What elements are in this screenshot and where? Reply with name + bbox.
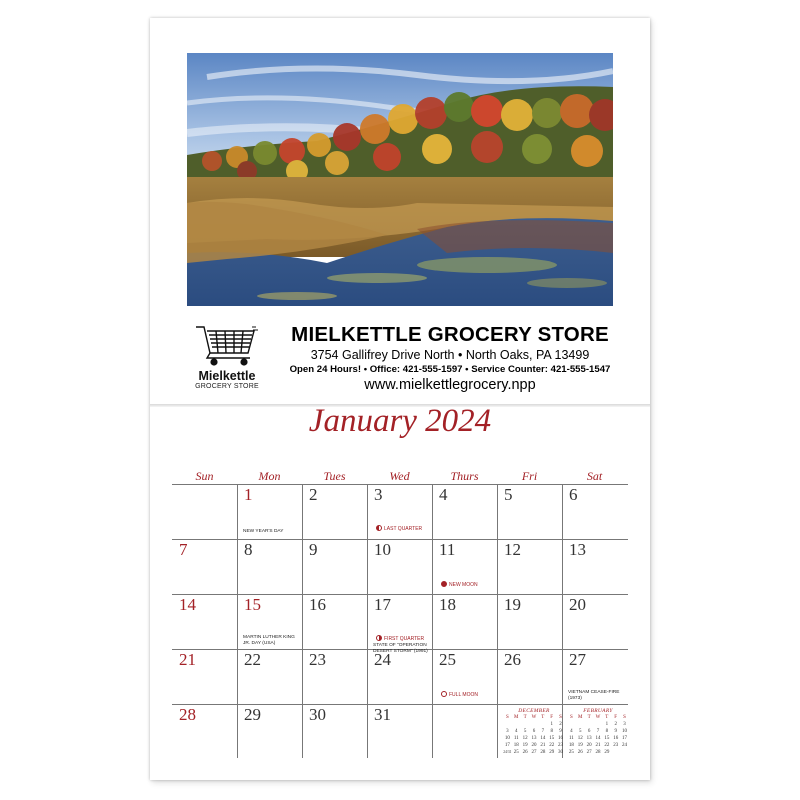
day-name-thurs: Thurs — [450, 469, 479, 483]
mini-calendar-day: 10 — [504, 736, 510, 741]
mini-calendar-day — [538, 721, 547, 728]
day-name-sat: Sat — [586, 469, 603, 483]
day-number: 4 — [439, 485, 448, 504]
mini-calendar-day: 28 — [540, 750, 546, 755]
store-address: 3754 Gallifrey Drive North • North Oaks, PA 13499 — [310, 348, 590, 362]
day-cell[interactable] — [367, 484, 432, 539]
day-number: 21 — [179, 650, 196, 669]
day-number: 13 — [569, 540, 586, 559]
shopping-cart-icon — [194, 321, 260, 367]
mini-calendar-day: 29 — [549, 750, 555, 755]
day-number: 8 — [244, 540, 253, 559]
day-cell[interactable] — [367, 704, 432, 759]
day-number: 1 — [244, 485, 253, 504]
mini-calendar-day: S — [506, 715, 509, 720]
mini-calendar-day: S — [559, 715, 562, 720]
day-name-mon: Mon — [258, 469, 281, 483]
day-cell[interactable] — [497, 539, 562, 594]
mini-calendar-day: M — [514, 715, 519, 720]
mini-calendar-week — [567, 728, 629, 735]
mini-calendar-day: 15 — [549, 736, 555, 741]
calendar-header-panel — [150, 18, 650, 404]
moon-phase — [441, 581, 478, 589]
moon-phase — [441, 691, 478, 699]
day-number: 30 — [309, 705, 326, 724]
day-number: 16 — [309, 595, 326, 614]
day-number: 3 — [374, 485, 383, 504]
moon-phase-label: LAST QUARTER — [384, 526, 423, 532]
day-number: 26 — [504, 650, 521, 669]
mini-calendar-day: 24/31 — [503, 750, 512, 754]
mini-calendar-day — [611, 749, 620, 756]
mini-february-calendar — [567, 708, 629, 756]
holiday-note: NEW YEAR'S DAY — [243, 529, 284, 534]
mini-calendar-day: 5 — [579, 729, 582, 734]
mini-calendar-head — [567, 714, 629, 721]
day-name-sun: Sun — [195, 469, 214, 483]
day-cell[interactable] — [562, 484, 627, 539]
day-number: 10 — [374, 540, 391, 559]
mini-calendar-day: 15 — [604, 736, 610, 741]
day-number: 14 — [179, 595, 196, 614]
mini-calendar-day: M — [578, 715, 583, 720]
day-cell[interactable] — [562, 594, 627, 649]
day-number: 19 — [504, 595, 521, 614]
day-cell[interactable] — [237, 594, 302, 649]
mini-calendar-day: 23 — [558, 743, 564, 748]
mini-calendar-day: 26 — [577, 750, 583, 755]
day-number: 24 — [374, 650, 391, 669]
mini-calendar-day — [567, 721, 576, 728]
mini-calendar-day: 18 — [568, 743, 574, 748]
mini-calendar-day: 26 — [522, 750, 528, 755]
mini-calendar-day: 1 — [605, 722, 609, 727]
logo-name: Mielkettle — [198, 369, 256, 383]
day-cell[interactable] — [302, 539, 367, 594]
autumn-landscape-photo — [187, 53, 613, 306]
mini-calendar-day: 2 — [614, 722, 617, 727]
day-number: 28 — [179, 705, 196, 724]
day-number: 20 — [569, 595, 586, 614]
moon-phase — [376, 635, 424, 643]
mini-calendar-week — [503, 728, 565, 735]
day-cell[interactable] — [237, 649, 302, 704]
store-website[interactable]: www.mielkettlegrocery.npp — [364, 377, 536, 393]
mini-calendar-day: 19 — [522, 743, 528, 748]
day-number: 27 — [569, 650, 586, 669]
mini-calendar-day — [530, 721, 539, 728]
day-cell[interactable] — [237, 484, 302, 539]
mini-calendar-day: 6 — [587, 729, 591, 734]
mini-calendar-day: W — [595, 715, 601, 720]
day-number: 5 — [504, 485, 513, 504]
day-number: 2 — [309, 485, 318, 504]
mini-calendar-week — [567, 749, 629, 756]
day-cell[interactable] — [367, 539, 432, 594]
mini-calendar-day: 9 — [614, 729, 617, 734]
day-cell[interactable] — [302, 484, 367, 539]
mini-calendar-day: 22 — [549, 743, 555, 748]
mini-calendar-day: 3 — [623, 722, 626, 727]
mini-calendar-week — [567, 735, 629, 742]
mini-calendar-day: F — [550, 715, 554, 720]
day-cell[interactable] — [497, 484, 562, 539]
mini-calendar-week — [567, 742, 629, 749]
mini-calendar-day: 27 — [531, 750, 537, 755]
mini-calendar-day — [512, 721, 521, 728]
day-number: 6 — [569, 485, 578, 504]
mini-calendar-day: 14 — [540, 736, 546, 741]
mini-calendar-day: S — [570, 715, 573, 720]
mini-calendar-day — [521, 721, 530, 728]
mini-calendar-day: 19 — [577, 743, 583, 748]
mini-december-calendar — [503, 708, 565, 756]
day-number: 15 — [244, 595, 261, 614]
day-number: 29 — [244, 705, 261, 724]
day-cell[interactable] — [367, 594, 432, 654]
mini-calendar-day: 30 — [558, 750, 564, 755]
mini-calendar-day: 13 — [531, 736, 537, 741]
mini-calendar-day: 6 — [532, 729, 536, 734]
day-number: 23 — [309, 650, 326, 669]
day-cell[interactable] — [432, 539, 497, 594]
mini-calendar-day: T — [523, 715, 527, 720]
holiday-note: STATE OF "OPERATION DESERT STORM" (1991) — [373, 643, 428, 654]
mini-calendar-day: 25 — [513, 750, 519, 755]
mini-calendar-day: 17 — [504, 743, 510, 748]
day-name-tues: Tues — [323, 469, 346, 483]
moon-phase-icon — [376, 635, 382, 641]
holiday-note: VIETNAM CEASE-FIRE (1973) — [568, 690, 620, 701]
holiday-note: MARTIN LUTHER KING JR. DAY (USA) — [243, 635, 295, 646]
mini-calendar-day — [594, 721, 603, 728]
day-cell[interactable] — [237, 704, 302, 759]
mini-calendar-day: 1 — [550, 722, 553, 727]
mini-calendar-day: 4 — [570, 729, 573, 734]
mini-calendar-day: 11 — [568, 736, 574, 741]
day-cell[interactable] — [497, 594, 562, 649]
mini-calendar-day — [576, 721, 585, 728]
mini-calendar-day: 28 — [595, 750, 601, 755]
day-number: 11 — [439, 540, 456, 559]
mini-calendar-week — [503, 721, 565, 728]
moon-phase-label: FIRST QUARTER — [384, 636, 425, 642]
mini-calendar-title: DECEMBER — [518, 708, 550, 714]
mini-calendar-week — [503, 742, 565, 749]
day-cell[interactable] — [302, 704, 367, 759]
mini-calendar-day: 21 — [540, 743, 546, 748]
mini-calendar-day — [585, 721, 594, 728]
day-number: 31 — [374, 705, 391, 724]
day-cell[interactable] — [172, 649, 237, 704]
mini-calendar-day: 27 — [586, 750, 592, 755]
mini-calendar-day — [620, 749, 629, 756]
mini-calendar-day: 16 — [558, 736, 564, 741]
store-info — [270, 323, 630, 394]
mini-calendar-day: 25 — [568, 750, 574, 755]
mini-calendar-day: 14 — [595, 736, 601, 741]
mini-calendar-day: 16 — [613, 736, 619, 741]
mini-calendar-day: T — [587, 715, 591, 720]
moon-phase-icon — [376, 525, 382, 531]
mini-calendar-day: 8 — [605, 729, 609, 734]
day-cell[interactable] — [172, 704, 237, 759]
day-cell[interactable] — [562, 539, 627, 594]
moon-phase-label: NEW MOON — [449, 582, 478, 588]
mini-calendar-day: 18 — [513, 743, 519, 748]
mini-calendar-day: 12 — [577, 736, 583, 741]
mini-calendar-day: W — [531, 715, 537, 720]
day-number: 7 — [179, 540, 188, 559]
mini-calendar-day: 8 — [550, 729, 553, 734]
mini-calendar-day: 12 — [522, 736, 528, 741]
day-cell[interactable] — [432, 594, 497, 649]
moon-phase-label: FULL MOON — [449, 692, 478, 698]
mini-calendar-day: 17 — [622, 736, 628, 741]
day-cell[interactable] — [302, 649, 367, 704]
mini-calendar-day — [503, 721, 512, 728]
day-cell[interactable] — [562, 649, 627, 704]
day-number: 22 — [244, 650, 261, 669]
mini-calendar-day: 20 — [531, 743, 537, 748]
mini-calendar-day: 7 — [596, 729, 600, 734]
mini-calendar-week — [503, 735, 565, 742]
mini-calendar-day: 7 — [541, 729, 545, 734]
day-cell[interactable] — [432, 649, 497, 704]
mini-calendar-day: 4 — [515, 729, 518, 734]
store-hours-phones: Open 24 Hours! • Office: 421-555-1597 • Service Counter: 421-555-1547 — [289, 364, 611, 375]
mini-calendar-day: 29 — [604, 750, 610, 755]
day-cell[interactable] — [497, 649, 562, 704]
moon-phase-icon — [441, 581, 447, 587]
day-name-wed: Wed — [389, 469, 410, 483]
mini-calendar-day: F — [614, 715, 618, 720]
day-cell[interactable] — [302, 594, 367, 649]
mini-calendar-day: 20 — [586, 743, 592, 748]
mini-calendar-week — [503, 749, 565, 756]
day-cell[interactable] — [367, 649, 432, 704]
store-name: MIELKETTLE GROCERY STORE — [291, 323, 609, 346]
mini-calendar-day: 23 — [613, 743, 619, 748]
mini-calendar-day: 3 — [506, 729, 509, 734]
day-name-fri: Fri — [521, 469, 538, 483]
mini-calendar-title: FEBRUARY — [583, 708, 613, 714]
logo-subtitle: GROCERY STORE — [195, 383, 259, 390]
mini-calendar-day: 5 — [523, 729, 527, 734]
mini-calendar-day: 2 — [559, 722, 562, 727]
mini-calendar-day: T — [541, 715, 545, 720]
moon-phase — [376, 525, 422, 533]
day-cell[interactable] — [237, 539, 302, 594]
moon-phase-icon — [441, 691, 447, 697]
day-number: 17 — [374, 595, 391, 614]
mini-calendar-day: 21 — [595, 743, 601, 748]
mini-calendar-day: S — [623, 715, 626, 720]
mini-calendar-day: 10 — [622, 729, 628, 734]
calendar-title: January 2024 — [308, 403, 492, 439]
mini-calendar-day: 22 — [604, 743, 610, 748]
day-cell[interactable] — [172, 594, 237, 649]
store-logo — [190, 321, 264, 393]
day-number: 18 — [439, 595, 456, 614]
day-number: 9 — [309, 540, 318, 559]
day-number: 12 — [504, 540, 521, 559]
mini-calendar-week — [567, 721, 629, 728]
mini-calendar-day: 24 — [622, 743, 628, 748]
mini-calendar-day: T — [605, 715, 609, 720]
day-cell[interactable] — [432, 484, 497, 539]
mini-calendar-day: 11 — [513, 736, 519, 741]
mini-calendar-day: 9 — [559, 729, 562, 734]
mini-calendar-day: 13 — [586, 736, 592, 741]
day-number: 25 — [439, 650, 456, 669]
day-cell[interactable] — [172, 539, 237, 594]
mini-calendar-head — [503, 714, 565, 721]
